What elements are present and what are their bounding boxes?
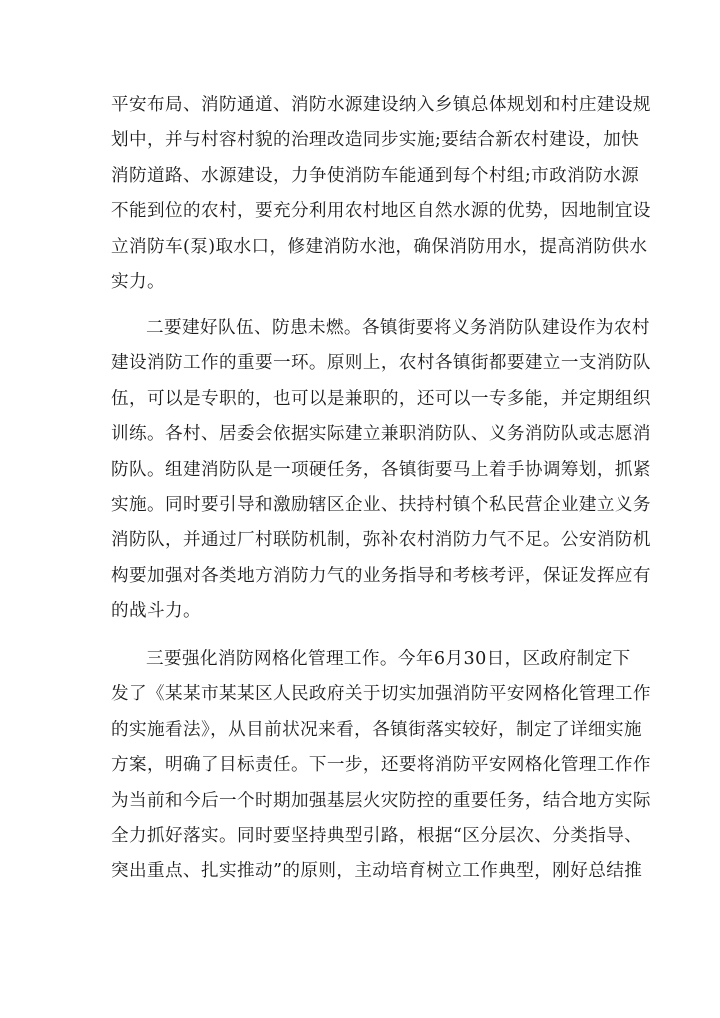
paragraph-1 [111, 88, 651, 300]
text-line: 实力。 [111, 271, 165, 292]
text-line: 训练。各村、居委会依据实际建立兼职消防队、义务消防队或志愿消 [111, 424, 651, 445]
text-line: 防队。组建消防队是一项硬任务，各镇街要马上着手协调筹划，抓紧 [111, 459, 651, 480]
paragraph-3 [111, 642, 651, 890]
text-line: 二要建好队伍、防患未燃。各镇街要将义务消防队建设作为农村 [146, 318, 650, 338]
text-line: 为当前和今后一个时期加强基层火灾防控的重要任务，结合地方实际 [111, 790, 651, 811]
text-line: 三要强化消防网格化管理工作。今年6月30日，区政府制定下 [146, 649, 631, 669]
text-line: 的战斗力。 [111, 601, 201, 622]
text-line: 实施。同时要引导和激励辖区企业、扶持村镇个私民营企业建立义务 [111, 494, 651, 515]
text-line: 消防道路、水源建设，力争使消防车能通到每个村组;市政消防水源 [111, 165, 640, 186]
text-line: 划中，并与村容村貌的治理改造同步实施;要结合新农村建设，加快 [111, 130, 640, 151]
text-line: 的实施看法》，从目前状况来看，各镇街落实较好，制定了详细实施 [111, 719, 643, 740]
text-line: 建设消防工作的重要一环。原则上，农村各镇街都要建立一支消防队 [111, 353, 651, 374]
text-line: 消防队，并通过厂村联防机制，弥补农村消防力气不足。公安消防机 [111, 530, 651, 551]
paragraph-2 [111, 311, 651, 630]
text-line: 伍，可以是专职的，也可以是兼职的，还可以一专多能，并定期组织 [111, 388, 651, 409]
text-line: 不能到位的农村，要充分利用农村地区自然水源的优势，因地制宜设 [111, 201, 651, 222]
text-line: 立消防车(泵)取水口，修建消防水池，确保消防用水，提高消防供水 [111, 236, 648, 257]
text-line: 发了《某某市某某区人民政府关于切实加强消防平安网格化管理工作 [111, 684, 651, 705]
text-line: 平安布局、消防通道、消防水源建设纳入乡镇总体规划和村庄建设规 [111, 95, 651, 115]
text-line: 构要加强对各类地方消防力气的业务指导和考核考评，保证发挥应有 [111, 565, 651, 586]
text-line: 方案，明确了目标责任。下一步，还要将消防平安网格化管理工作作 [111, 755, 651, 776]
text-line: 突出重点、扎实推动”的原则，主动培育树立工作典型，刚好总结推 [111, 861, 643, 882]
text-line: 全力抓好落实。同时要坚持典型引路，根据“区分层次、分类指导、 [111, 825, 643, 846]
